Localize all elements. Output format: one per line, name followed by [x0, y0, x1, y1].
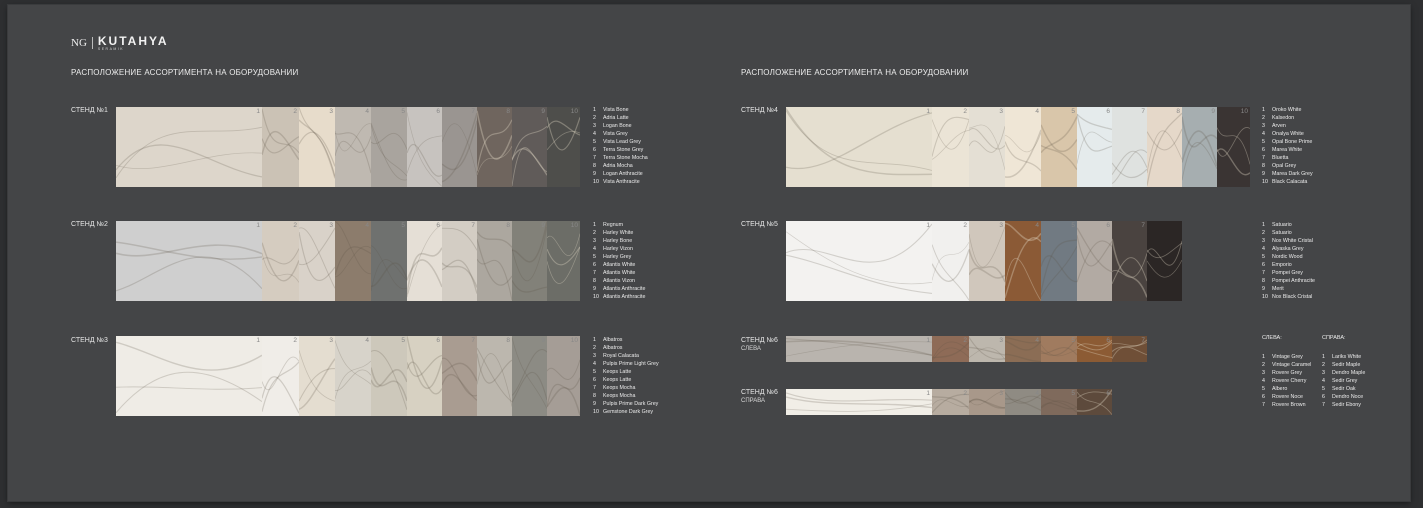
tile-number: 2: [293, 337, 297, 344]
legend-item: 6 Rovere Noce: [1262, 394, 1303, 400]
marble-veining: [262, 221, 299, 301]
tile-swatch: [969, 336, 1005, 362]
tile-swatch: [1005, 107, 1041, 187]
marble-veining: [786, 389, 932, 415]
stand-3-label: СТЕНД №3: [71, 337, 108, 344]
marble-veining: [1041, 107, 1077, 187]
tile-number: 1: [926, 337, 930, 344]
tile-swatch: [477, 221, 512, 301]
tile-number: 9: [541, 108, 545, 115]
tile-number: 3: [999, 222, 1003, 229]
marble-veining: [407, 107, 442, 187]
tile-number: 3: [999, 390, 1003, 397]
tile-swatch: [371, 107, 407, 187]
tile-swatch: [335, 221, 371, 301]
marble-veining: [442, 336, 477, 416]
legend-item: 6 Terra Stone Grey: [593, 147, 644, 153]
tile-swatch: [407, 221, 442, 301]
marble-veining: [932, 221, 969, 301]
marble-veining: [1217, 107, 1250, 187]
legend-item: 7 Rovere Brown: [1262, 402, 1306, 408]
tile-swatch: [262, 221, 299, 301]
logo-subtitle: SERAMIK: [97, 47, 125, 51]
tile-swatch: [932, 336, 969, 362]
stand-1-tiles: [116, 107, 580, 187]
legend-item: 6 Marea White: [1262, 147, 1303, 153]
marble-veining: [512, 107, 547, 187]
marble-veining: [262, 336, 299, 416]
legend-item: 3 Arven: [1262, 123, 1286, 129]
tile-number: 2: [963, 108, 967, 115]
tile-number: 1: [256, 337, 260, 344]
tile-number: 10: [570, 108, 578, 115]
marble-veining: [477, 221, 512, 301]
stand-2-legend: [593, 221, 645, 301]
marble-veining: [299, 221, 335, 301]
marble-veining: [442, 107, 477, 187]
tile-number: 4: [365, 222, 369, 229]
tile-swatch: [1147, 107, 1182, 187]
marble-veining: [547, 336, 580, 416]
legend-item: 2 Albatros: [593, 345, 623, 351]
marble-veining: [1112, 107, 1147, 187]
tile-swatch: [786, 221, 932, 301]
legend-item: 2 Adria Latte: [593, 115, 629, 121]
legend-item: 4 Alyaska Grey: [1262, 246, 1304, 252]
legend-item: 10 Atlantis Anthracite: [593, 294, 646, 300]
marble-veining: [786, 107, 932, 187]
legend-item: 5 Harley Grey: [593, 254, 632, 260]
tile-number: 4: [1035, 390, 1039, 397]
marble-veining: [512, 221, 547, 301]
tile-swatch: [547, 221, 580, 301]
logo-name-text: KUTAHYA: [97, 34, 169, 48]
tile-number: 9: [1211, 108, 1215, 115]
tile-number: 1: [256, 108, 260, 115]
tile-swatch: [1112, 336, 1147, 362]
tile-number: 4: [1035, 337, 1039, 344]
tile-swatch: [335, 107, 371, 187]
tile-swatch: [786, 336, 932, 362]
tile-number: 5: [401, 222, 405, 229]
tile-number: 1: [256, 222, 260, 229]
logo-wordmark: [93, 36, 169, 52]
marble-veining: [1005, 107, 1041, 187]
marble-veining: [1182, 107, 1217, 187]
stand-1-label: СТЕНД №1: [71, 107, 108, 114]
tile-swatch: [1041, 389, 1077, 415]
tile-number: 10: [1240, 108, 1248, 115]
tile-swatch: [1182, 107, 1217, 187]
legend-item: 3 Logan Bone: [593, 123, 632, 129]
tile-swatch: [407, 107, 442, 187]
tile-swatch: [299, 336, 335, 416]
tile-number: 1: [926, 390, 930, 397]
legend-item: 3 Dendro Maple: [1322, 370, 1366, 376]
tile-number: 1: [926, 222, 930, 229]
stand-6-left-sub: СЛЕВА: [741, 346, 761, 352]
tile-number: 8: [506, 337, 510, 344]
tile-swatch: [116, 221, 262, 301]
tile-swatch: [477, 107, 512, 187]
tile-number: 5: [1071, 337, 1075, 344]
tile-number: 7: [1141, 222, 1145, 229]
legend-item: 2 Sedir Maple: [1322, 362, 1361, 368]
tile-number: 2: [963, 222, 967, 229]
tile-swatch: [932, 389, 969, 415]
stand-5-label: СТЕНД №5: [741, 221, 778, 228]
tile-swatch: [477, 336, 512, 416]
legend-item: 3 Royal Calacata: [593, 353, 639, 359]
tile-number: 10: [570, 337, 578, 344]
marble-veining: [512, 336, 547, 416]
legend-item: 8 Adria Mocha: [593, 163, 633, 169]
tile-number: 5: [1071, 108, 1075, 115]
stand-6-right-legend: [1322, 335, 1365, 409]
legend-item: 2 Satuario: [1262, 230, 1292, 236]
stand-3-legend: [593, 336, 659, 416]
marble-veining: [786, 336, 932, 362]
heading-right: РАСПОЛОЖЕНИЕ АССОРТИМЕНТА НА ОБОРУДОВАНИИ: [741, 68, 969, 77]
legend-item: 4 Rovere Cherry: [1262, 378, 1307, 384]
tile-number: 4: [365, 337, 369, 344]
legend-item: 9 Merit: [1262, 286, 1284, 292]
stand-6-left-title: СТЕНД №6: [741, 337, 778, 344]
legend-item: 9 Atlantis Anthracite: [593, 286, 646, 292]
tile-number: 9: [541, 337, 545, 344]
legend-item: 6 Keops Latte: [593, 377, 632, 383]
tile-number: 9: [541, 222, 545, 229]
legend-item: 10 Vista Anthracite: [593, 179, 640, 185]
legend-item: 2 Harley White: [593, 230, 634, 236]
heading-left: РАСПОЛОЖЕНИЕ АССОРТИМЕНТА НА ОБОРУДОВАНИИ: [71, 68, 299, 77]
legend-item: 6 Atlantis White: [593, 262, 636, 268]
tile-swatch: [262, 336, 299, 416]
tile-number: 5: [1071, 390, 1075, 397]
stand-6-left-label: [741, 336, 778, 354]
tile-number: 2: [963, 337, 967, 344]
tile-swatch: [407, 336, 442, 416]
marble-veining: [371, 336, 407, 416]
legend-item: 10 Nox Black Cristal: [1262, 294, 1313, 300]
legend-item: 3 Rovere Grey: [1262, 370, 1303, 376]
marble-veining: [932, 107, 969, 187]
marble-veining: [116, 336, 262, 416]
legend-item: 7 Keops Mocha: [593, 385, 636, 391]
legend-item: 4 Onalya White: [1262, 131, 1304, 137]
marble-veining: [1041, 221, 1077, 301]
legend-item: 5 Vista Lead Grey: [593, 139, 641, 145]
tile-swatch: [547, 336, 580, 416]
tile-number: 3: [999, 337, 1003, 344]
marble-veining: [371, 221, 407, 301]
stand-6-right-label: [741, 388, 778, 406]
stand-5-tiles: [786, 221, 1182, 301]
legend-item: 5 Nordic Wood: [1262, 254, 1303, 260]
legend-item: 9 Logan Anthracite: [593, 171, 643, 177]
tile-number: 6: [1106, 222, 1110, 229]
stand-4-tiles: [786, 107, 1250, 187]
tile-number: 6: [436, 222, 440, 229]
tile-swatch: [262, 107, 299, 187]
tile-number: 2: [963, 390, 967, 397]
marble-veining: [335, 336, 371, 416]
side-right-list: [1322, 353, 1365, 409]
legend-item: 4 Vista Grey: [593, 131, 628, 137]
legend-item: 10 Black Calacata: [1262, 179, 1308, 185]
tile-swatch: [786, 389, 932, 415]
tile-swatch: [1005, 221, 1041, 301]
tile-swatch: [116, 107, 262, 187]
tile-number: 6: [1106, 337, 1110, 344]
tile-number: 6: [1106, 390, 1110, 397]
legend-item: 5 Sedir Oak: [1322, 386, 1356, 392]
marble-veining: [1112, 221, 1147, 301]
legend-item: 1 Lariks White: [1322, 354, 1362, 360]
stand-6-left-legend: [1262, 335, 1311, 409]
tile-number: 3: [329, 337, 333, 344]
legend-item: 4 Harley Vizon: [593, 246, 633, 252]
marble-veining: [407, 336, 442, 416]
legend-item: 3 Harley Bone: [593, 238, 633, 244]
legend-item: 1 Regnum: [593, 222, 624, 228]
tile-number: 6: [1106, 108, 1110, 115]
legend-item: 7 Atlantis White: [593, 270, 636, 276]
tile-swatch: [1041, 221, 1077, 301]
tile-swatch: [969, 389, 1005, 415]
tile-number: 3: [999, 108, 1003, 115]
tile-swatch: [969, 107, 1005, 187]
tile-swatch: [1112, 107, 1147, 187]
legend-item: 9 Marea Dark Grey: [1262, 171, 1313, 177]
tile-number: 8: [506, 108, 510, 115]
tile-swatch: [1005, 389, 1041, 415]
stand-5-legend: [1262, 221, 1315, 301]
tile-number: 5: [401, 337, 405, 344]
tile-number: 7: [1141, 108, 1145, 115]
marble-veining: [547, 107, 580, 187]
marble-veining: [969, 221, 1005, 301]
tile-number: 6: [436, 108, 440, 115]
tile-swatch: [442, 107, 477, 187]
legend-item: 2 Vintage Caramel: [1262, 362, 1312, 368]
legend-item: 5 Opal Bone Prime: [1262, 139, 1313, 145]
tile-swatch: [1077, 336, 1112, 362]
legend-item: 8 Atlantis Vizon: [593, 278, 635, 284]
tile-swatch: [442, 221, 477, 301]
side-right-heading: СПРАВА:: [1322, 335, 1346, 341]
legend-item: 8 Opal Grey: [1262, 163, 1297, 169]
legend-item: 1 Vintage Grey: [1262, 354, 1303, 360]
marble-veining: [786, 221, 932, 301]
stand-2-label: СТЕНД №2: [71, 221, 108, 228]
legend-item: 1 Oroko White: [1262, 107, 1302, 113]
tile-swatch: [299, 107, 335, 187]
marble-veining: [477, 336, 512, 416]
tile-swatch: [547, 107, 580, 187]
legend-item: 7 Bluetta: [1262, 155, 1289, 161]
tile-number: 2: [293, 222, 297, 229]
catalog-board: [8, 5, 1410, 501]
marble-veining: [477, 107, 512, 187]
marble-veining: [442, 221, 477, 301]
stand-6-right-sub: СПРАВА: [741, 398, 766, 404]
tile-swatch: [1217, 107, 1250, 187]
legend-item: 1 Albatros: [593, 337, 623, 343]
logo-mark: NG: [71, 37, 93, 49]
legend-item: 9 Pulpis Prime Dark Grey: [593, 401, 659, 407]
tile-number: 4: [1035, 108, 1039, 115]
legend-item: 4 Pulpis Prime Light Grey: [593, 361, 659, 367]
legend-item: 8 Keops Mocha: [593, 393, 636, 399]
marble-veining: [335, 221, 371, 301]
legend-item: 7 Sedir Ebony: [1322, 402, 1361, 408]
stand-2-tiles: [116, 221, 580, 301]
tile-number: 7: [471, 108, 475, 115]
tile-number: 7: [471, 222, 475, 229]
tile-swatch: [116, 336, 262, 416]
tile-swatch: [299, 221, 335, 301]
marble-veining: [969, 107, 1005, 187]
tile-number: 2: [293, 108, 297, 115]
legend-item: 6 Emporio: [1262, 262, 1292, 268]
stand-4-legend: [1262, 106, 1313, 186]
legend-item: 8 Pompei Anthracite: [1262, 278, 1315, 284]
marble-veining: [407, 221, 442, 301]
tile-number: 8: [506, 222, 510, 229]
tile-swatch: [1147, 221, 1182, 301]
tile-number: 6: [436, 337, 440, 344]
marble-veining: [299, 107, 335, 187]
tile-swatch: [1077, 107, 1112, 187]
stand-4-label: СТЕНД №4: [741, 107, 778, 114]
marble-veining: [116, 107, 262, 187]
legend-item: 5 Keops Latte: [593, 369, 632, 375]
tile-swatch: [969, 221, 1005, 301]
tile-swatch: [932, 107, 969, 187]
tile-number: 3: [329, 222, 333, 229]
tile-swatch: [786, 107, 932, 187]
tile-number: 3: [329, 108, 333, 115]
tile-number: 7: [1141, 337, 1145, 344]
legend-item: 6 Dendro Noce: [1322, 394, 1364, 400]
tile-swatch: [371, 336, 407, 416]
tile-swatch: [371, 221, 407, 301]
legend-item: 7 Pompei Grey: [1262, 270, 1303, 276]
legend-item: 5 Albero: [1262, 386, 1288, 392]
marble-veining: [1005, 221, 1041, 301]
legend-item: 3 Nox White Cristal: [1262, 238, 1313, 244]
tile-number: 1: [926, 108, 930, 115]
tile-swatch: [512, 336, 547, 416]
tile-swatch: [932, 221, 969, 301]
marble-veining: [299, 336, 335, 416]
legend-item: 7 Terra Stone Mocha: [593, 155, 648, 161]
tile-number: 5: [1071, 222, 1075, 229]
stand-6-left-tiles: [786, 336, 1147, 362]
tile-swatch: [442, 336, 477, 416]
tile-swatch: [1041, 336, 1077, 362]
marble-veining: [371, 107, 407, 187]
tile-number: 7: [471, 337, 475, 344]
tile-swatch: [1112, 221, 1147, 301]
stand-6-right-tiles: [786, 389, 1112, 415]
legend-item: 4 Sedir Grey: [1322, 378, 1358, 384]
tile-number: 5: [401, 108, 405, 115]
tile-number: 4: [1035, 222, 1039, 229]
stand-6-right-title: СТЕНД №6: [741, 389, 778, 396]
marble-veining: [1077, 221, 1112, 301]
legend-item: 2 Kalsedon: [1262, 115, 1295, 121]
side-left-heading: СЛЕВА:: [1262, 335, 1282, 341]
tile-number: 4: [365, 108, 369, 115]
marble-veining: [547, 221, 580, 301]
tile-swatch: [1005, 336, 1041, 362]
marble-veining: [262, 107, 299, 187]
marble-veining: [116, 221, 262, 301]
tile-number: 8: [1176, 108, 1180, 115]
legend-item: 1 Vista Bone: [593, 107, 629, 113]
tile-number: 10: [570, 222, 578, 229]
stand-1-legend: [593, 106, 648, 186]
tile-swatch: [1077, 389, 1112, 415]
marble-veining: [335, 107, 371, 187]
marble-veining: [1077, 107, 1112, 187]
side-left-list: [1262, 353, 1311, 409]
marble-veining: [1147, 107, 1182, 187]
tile-swatch: [512, 221, 547, 301]
brand-logo: [71, 36, 169, 52]
legend-item: 10 Gemstone Dark Grey: [593, 409, 654, 415]
tile-swatch: [512, 107, 547, 187]
stand-3-tiles: [116, 336, 580, 416]
tile-swatch: [335, 336, 371, 416]
marble-veining: [1147, 221, 1182, 301]
tile-swatch: [1077, 221, 1112, 301]
legend-item: 1 Satuario: [1262, 222, 1292, 228]
tile-swatch: [1041, 107, 1077, 187]
